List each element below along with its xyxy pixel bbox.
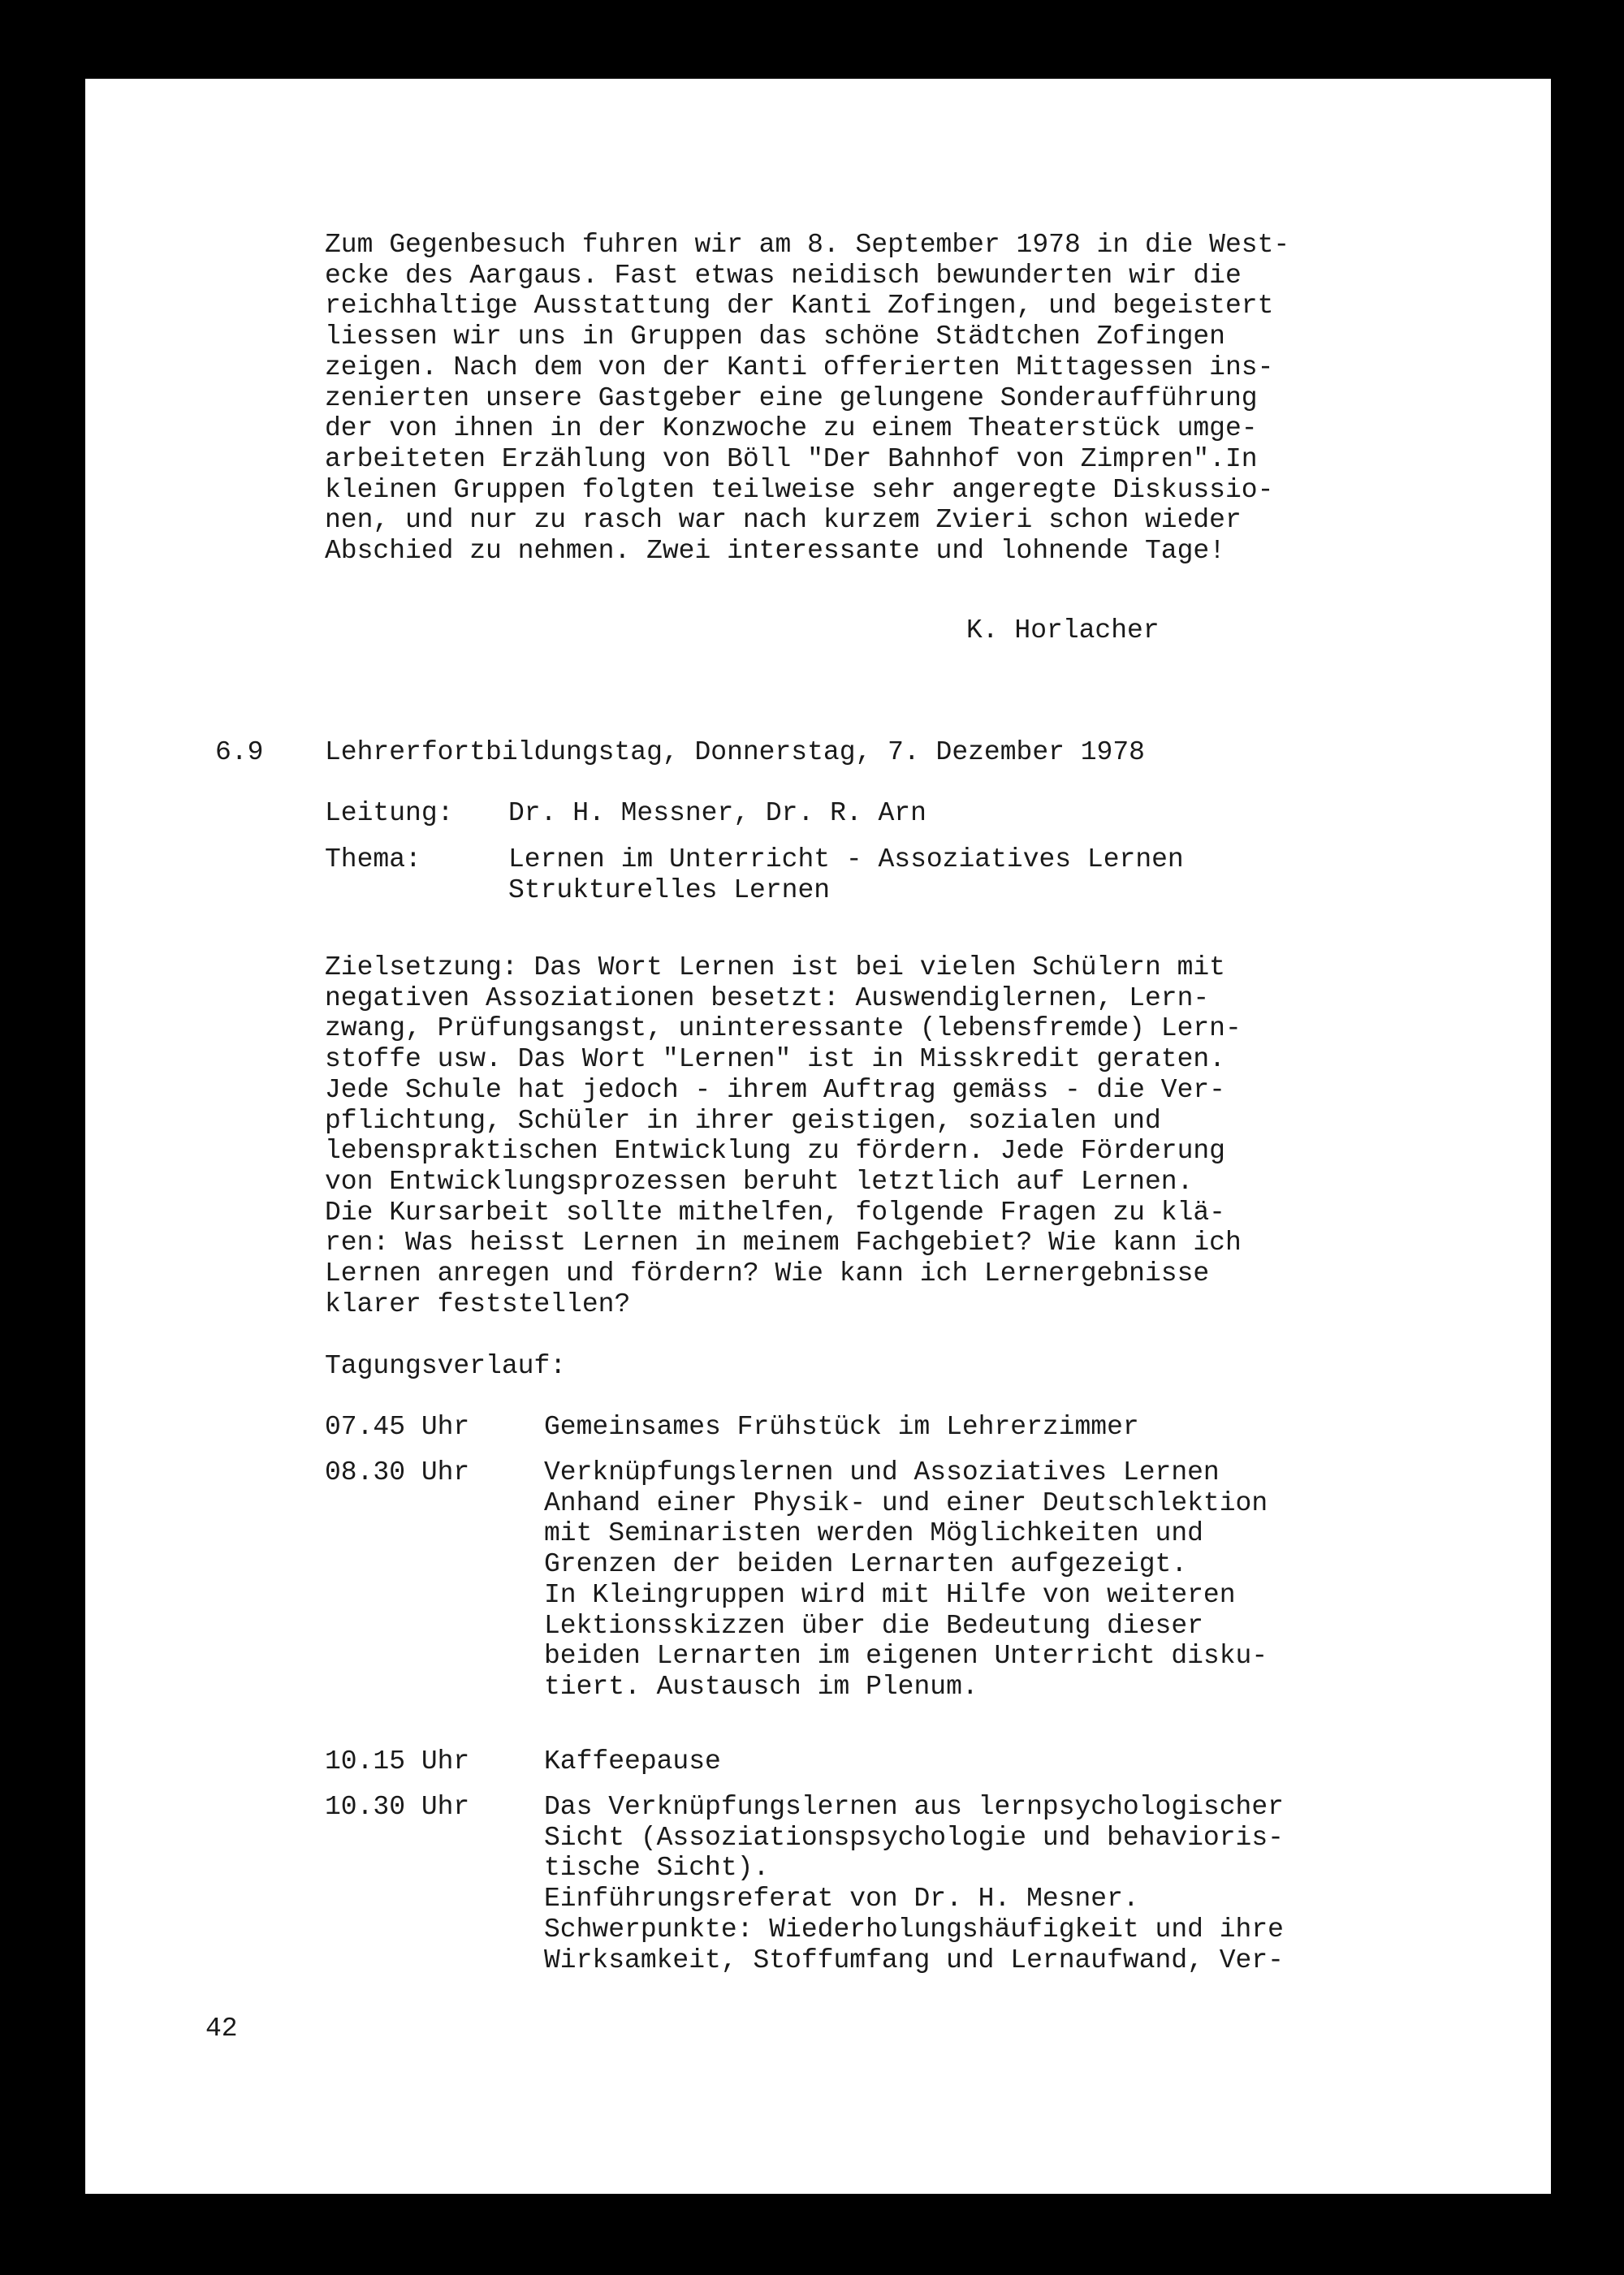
text-line: Die Kursarbeit sollte mithelfen, folgende Fragen zu klä- <box>325 1197 1225 1228</box>
thema-row <box>325 844 1184 905</box>
schedule-heading: Tagungsverlauf: <box>325 1351 567 1381</box>
text-line: Lernen anregen und fördern? Wie kann ich Lernergebnisse <box>325 1258 1210 1289</box>
text-line: Strukturelles Lernen <box>508 874 831 905</box>
text-line: zeigen. Nach dem von der Kanti offerierten Mittagessen ins- <box>325 352 1274 382</box>
text-line: zwang, Prüfungsangst, uninteressante (lebensfremde) Lern- <box>325 1013 1242 1044</box>
text-line: Schwerpunkte: Wiederholungshäufigkeit und ihre <box>544 1914 1284 1945</box>
author-signature: K. Horlacher <box>966 615 1160 645</box>
text-line: nen, und nur zu rasch war nach kurzem Zvieri schon wieder <box>325 505 1242 536</box>
text-line: Zielsetzung: Das Wort Lernen ist bei vielen Schülern mit <box>325 952 1225 982</box>
text-line: arbeiteten Erzählung von Böll "Der Bahnhof von Zimpren".In <box>325 443 1258 474</box>
schedule-entry <box>325 1792 1284 1975</box>
schedule-time: 10.30 Uhr <box>325 1792 470 1822</box>
schedule-entry <box>325 1746 721 1777</box>
schedule-time: 08.30 Uhr <box>325 1457 470 1487</box>
text-line: lebenspraktischen Entwicklung zu fördern. Jede Förderung <box>325 1136 1225 1167</box>
text-line: stoffe usw. Das Wort "Lernen" ist in Misskredit geraten. <box>325 1044 1225 1075</box>
text-line: Kaffeepause <box>544 1746 721 1776</box>
text-line: Abschied zu nehmen. Zwei interessante und lohnende Tage! <box>325 536 1225 567</box>
text-line: von Entwicklungsprozessen beruht letztlich auf Lernen. <box>325 1166 1194 1197</box>
intro-paragraph <box>325 230 1289 567</box>
text-line: kleinen Gruppen folgten teilweise sehr angeregte Diskussio- <box>325 474 1274 505</box>
text-line: Wirksamkeit, Stoffumfang und Lernaufwand, Ver- <box>544 1945 1284 1975</box>
text-line: Sicht (Assoziationspsychologie und behavioris- <box>544 1822 1284 1853</box>
text-line: Einführungsreferat von Dr. H. Mesner. <box>544 1884 1139 1915</box>
text-line: In Kleingruppen wird mit Hilfe von weiteren <box>544 1579 1236 1610</box>
schedule-description <box>544 1792 1284 1975</box>
text-line: Jede Schule hat jedoch - ihrem Auftrag gemäss - die Ver- <box>325 1074 1225 1105</box>
schedule-description <box>544 1746 721 1777</box>
text-line: negativen Assoziationen besetzt: Auswendiglernen, Lern- <box>325 982 1210 1013</box>
leitung-row <box>325 798 926 829</box>
text-line: klarer feststellen? <box>325 1289 631 1319</box>
text-line: Grenzen der beiden Lernarten aufgezeigt. <box>544 1549 1188 1580</box>
text-line: zenierten unsere Gastgeber eine gelungene Sonderaufführung <box>325 382 1258 413</box>
thema-value <box>508 844 1184 905</box>
section-number: 6.9 <box>215 737 264 767</box>
text-line: mit Seminaristen werden Möglichkeiten und <box>544 1518 1203 1549</box>
text-line: tiert. Austausch im Plenum. <box>544 1671 978 1702</box>
text-line: reichhaltige Ausstattung der Kanti Zofingen, und begeistert <box>325 291 1274 322</box>
schedule-time: 10.15 Uhr <box>325 1746 470 1776</box>
text-line: Verknüpfungslernen und Assoziatives Lernen <box>544 1457 1220 1487</box>
text-line: Das Verknüpfungslernen aus lernpsychologischer <box>544 1792 1284 1822</box>
text-line: der von ihnen in der Konzwoche zu einem Theaterstück umge- <box>325 413 1258 444</box>
text-line: Lektionsskizzen über die Bedeutung dieser <box>544 1610 1203 1641</box>
leitung-value: Dr. H. Messner, Dr. R. Arn <box>508 798 926 828</box>
thema-label: Thema: <box>325 844 421 874</box>
leitung-label: Leitung: <box>325 798 454 828</box>
text-line: Zum Gegenbesuch fuhren wir am 8. September 1978 in die West- <box>325 230 1290 260</box>
text-line: Gemeinsames Frühstück im Lehrerzimmer <box>544 1412 1139 1442</box>
schedule-entry <box>325 1412 1139 1443</box>
text-line: Lernen im Unterricht - Assoziatives Lernen <box>508 844 1184 874</box>
section-title: Lehrerfortbildungstag, Donnerstag, 7. Dezember 1978 <box>325 737 1145 767</box>
schedule-time: 07.45 Uhr <box>325 1412 470 1442</box>
page-number: 42 <box>205 2014 238 2044</box>
text-line: liessen wir uns in Gruppen das schöne Städtchen Zofingen <box>325 322 1225 352</box>
zielsetzung-paragraph <box>325 952 1242 1319</box>
schedule-description <box>544 1457 1268 1703</box>
document-page <box>85 79 1551 2194</box>
schedule-description <box>544 1412 1139 1443</box>
schedule-entry <box>325 1457 1268 1703</box>
text-line: pflichtung, Schüler in ihrer geistigen, sozialen und <box>325 1105 1161 1136</box>
text-line: ecke des Aargaus. Fast etwas neidisch bewunderten wir die <box>325 260 1242 291</box>
text-line: ren: Was heisst Lernen in meinem Fachgebiet? Wie kann ich <box>325 1228 1242 1258</box>
text-line: Anhand einer Physik- und einer Deutschlektion <box>544 1487 1268 1518</box>
text-line: beiden Lernarten im eigenen Unterricht disku- <box>544 1641 1268 1672</box>
text-line: tische Sicht). <box>544 1853 770 1884</box>
